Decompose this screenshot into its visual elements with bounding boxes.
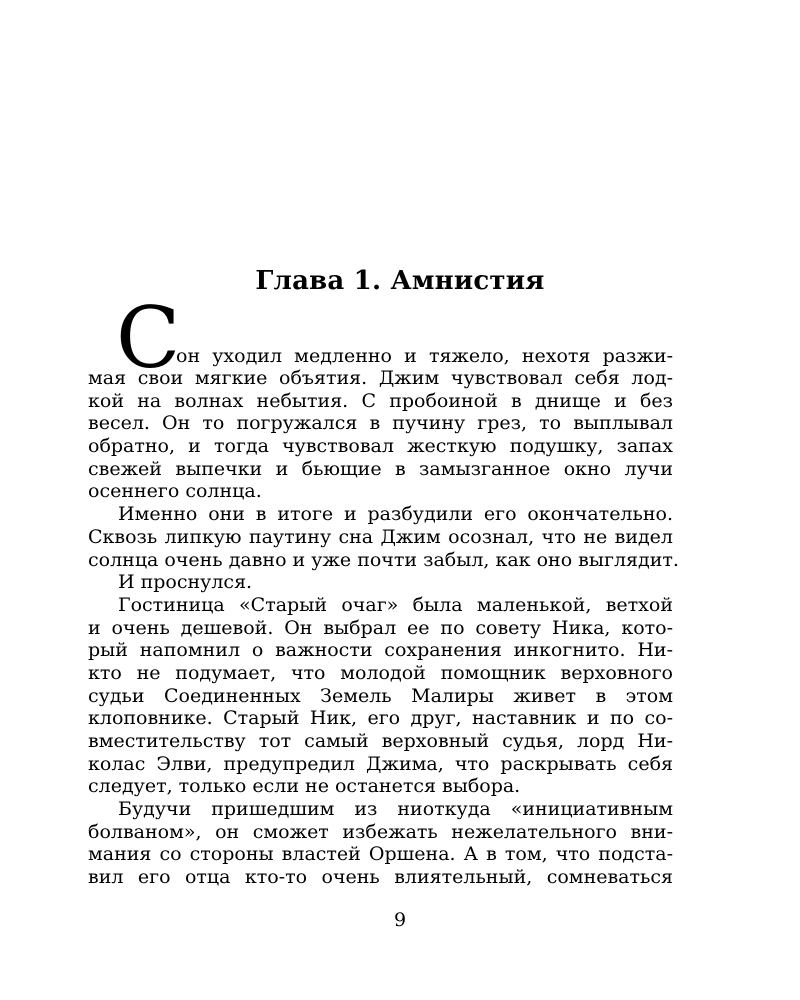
text-line: вил его отца кто-то очень влиятельный, сомневаться <box>88 866 673 889</box>
text-line: он уходил медленно и тяжело, нехотя разжи- <box>176 345 673 368</box>
text-line: болваном», он сможет избежать нежелательного вни- <box>88 820 673 843</box>
text-line: кто не подумает, что молодой помощник верховного <box>88 661 673 684</box>
text-line: осеннего солнца. <box>88 480 262 503</box>
text-line: вместительству тот самый верховный судья, лорд Ни- <box>88 730 673 752</box>
text-line: мая свои мягкие объятия. Джим чувствовал себя лод- <box>88 367 673 389</box>
text-line: клоповнике. Старый Ник, его друг, наставник и по со- <box>88 707 673 730</box>
text-line: весел. Он то погружался в пучину грез, то выплывал <box>88 412 673 435</box>
drop-cap: С <box>116 289 181 387</box>
text-line: И проснулся. <box>118 571 253 594</box>
text-line: солнца очень давно и уже почти забыл, как оно выглядит. <box>88 548 679 571</box>
text-line: Именно они в итоге и разбудили его окончательно. <box>118 503 673 526</box>
text-line: Будучи пришедшим из ниоткуда «инициативным <box>118 798 673 821</box>
text-line: обратно, и тогда чувствовал жесткую подушку, запах <box>88 435 673 458</box>
chapter-title: Глава 1. Амнистия <box>255 266 545 296</box>
text-line: свежей выпечки и бьющие в замызганное окно лучи <box>88 457 673 480</box>
text-line: колас Элви, предупредил Джима, что раскрывать себя <box>88 752 673 775</box>
text-line: рый напомнил о важности сохранения инкогнито. Ни- <box>88 639 673 662</box>
text-line: мания со стороны властей Оршена. А в том, что подста- <box>88 843 673 866</box>
text-line: судьи Соединенных Земель Малиры живет в этом <box>88 684 673 707</box>
text-line: и очень дешевой. Он выбрал ее по совету Ника, кото- <box>88 616 673 639</box>
page-number: 9 <box>393 909 407 931</box>
text-line: Гостиница «Старый очаг» была маленькой, ветхой <box>118 593 673 616</box>
text-line: Сквозь липкую паутину сна Джим осознал, что не видел <box>88 525 673 548</box>
text-line: кой на волнах небытия. С пробоиной в днище и без <box>88 389 673 412</box>
body-text <box>88 289 679 889</box>
text-line: следует, только если не останется выбора. <box>88 775 521 798</box>
